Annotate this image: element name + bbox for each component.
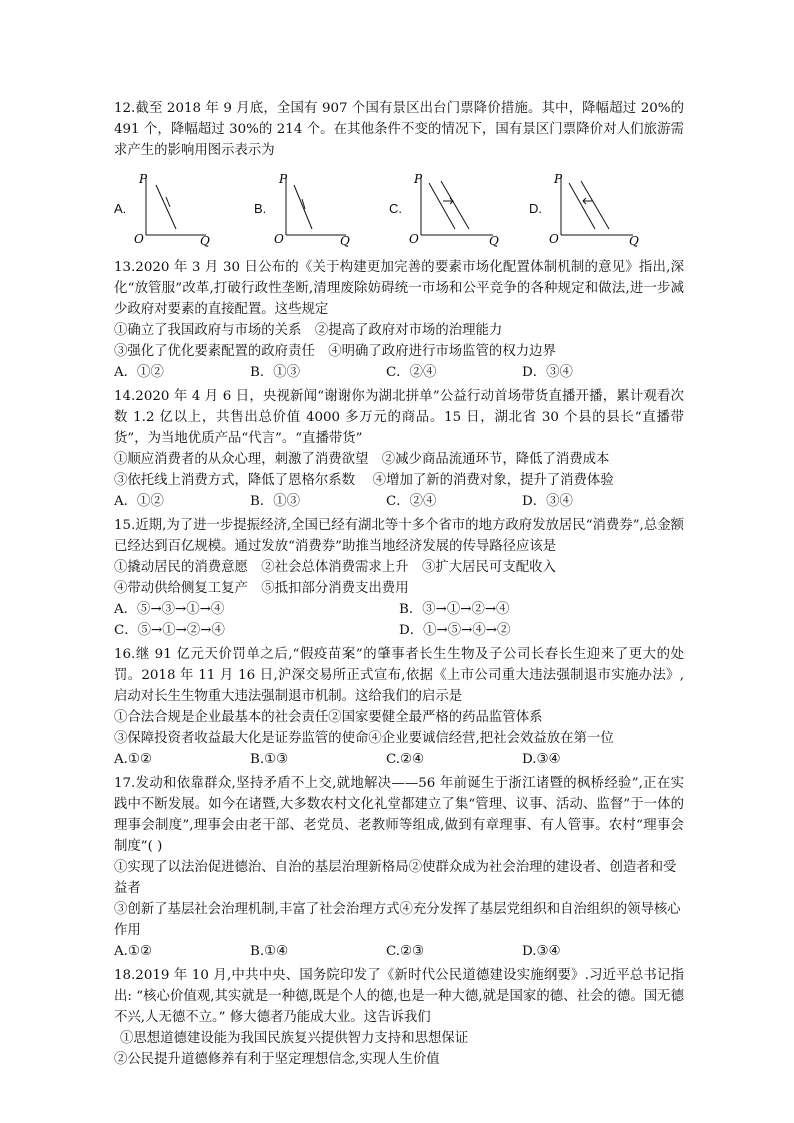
choice-a[interactable]: A.①②	[114, 944, 152, 959]
choice-c[interactable]: C.②③	[386, 944, 425, 959]
question-16	[114, 644, 684, 770]
question-17-choices	[114, 941, 684, 962]
question-12-stem: 12.截至 2018 年 9 月底，全国有 907 个国有景区出台门票降价措施。其中，降幅超过 20%的 491 个，降幅超过 30%的 214 个。在其他条件不变的情况下，国有景区门票降价对人们旅游需求产生的影响用图示表示为	[114, 101, 684, 158]
graph-c-plot	[389, 171, 509, 249]
question-13	[114, 257, 684, 383]
graph-d-demand-curve-1	[569, 183, 595, 229]
choice-b[interactable]: B．③→①→②→④	[399, 602, 510, 617]
graph-a-demand-curve	[156, 185, 176, 229]
choice-a[interactable]: A．①②	[114, 365, 164, 380]
choice-c[interactable]: C．⑤→①→②→④	[114, 623, 225, 638]
graph-c-p-label: P	[414, 172, 423, 186]
question-13-options-2: ③强化了优化要素配置的政府责任 ④明确了政府进行市场监管的权力边界	[114, 344, 556, 359]
choice-a[interactable]: A.①②	[114, 752, 152, 767]
choice-b[interactable]: B．①③	[250, 365, 301, 380]
graph-a-plot	[114, 171, 234, 249]
question-12	[114, 98, 684, 249]
exam-page	[114, 98, 684, 1073]
choice-a[interactable]: A．①②	[114, 494, 164, 509]
choice-b[interactable]: B.①④	[250, 944, 289, 959]
question-14-choices	[114, 491, 684, 512]
choice-c[interactable]: C．②④	[386, 365, 437, 380]
question-17-stem: 17.发动和依靠群众,坚持矛盾不上交,就地解决——56 年前诞生于浙江诸暨的枫桥经验”,正在实践中不断发展。如今在诸暨,大多数农村文化礼堂都建立了集“管理、议事、活动、监督”于一体的理事会制度”,理事会由老干部、老党员、老教师等组成,做到有章理事、有人管事。农村“理事会制度”( )	[114, 776, 684, 854]
graph-b	[254, 171, 374, 249]
question-13-stem: 13.2020 年 3 月 30 日公布的《关于构建更加完善的要素市场化配置体制机制的意见》指出,深化“放管服”改革,打破行政性垄断,清理废除妨碍统一市场和公平竞争的各种规定和做法,进一步减少政府对要素的直接配置。这些规定	[114, 260, 684, 317]
question-14-stem: 14.2020 年 4 月 6 日，央视新闻“谢谢你为湖北拼单”公益行动首场带货直播开播，累计观看次数 1.2 亿以上，共售出总价值 4000 多万元的商品。15 日，湖北省 30 个县的县长“直播带货”，为当地优质产品“代言”。“直播带货”	[114, 389, 684, 446]
choice-d[interactable]: D.③④	[522, 944, 561, 959]
choice-b[interactable]: B．①③	[250, 494, 301, 509]
graph-d	[529, 171, 649, 249]
choice-d[interactable]: D．①→⑤→④→②	[399, 623, 511, 638]
graph-b-demand-curve	[294, 185, 312, 229]
choice-d[interactable]: D．③④	[522, 494, 573, 509]
graph-d-demand-curve-2	[581, 181, 609, 229]
question-12-graphs	[114, 171, 684, 249]
graph-c-label: C.	[389, 201, 402, 216]
question-17-options-2: ③创新了基层社会治理机制,丰富了社会治理方式④充分发挥了基层党组织和自治组织的领导核心作用	[114, 902, 681, 938]
graph-c-demand-curve-1	[429, 183, 455, 229]
graph-b-label: B.	[254, 201, 267, 216]
choice-a[interactable]: A．⑤→③→①→④	[114, 602, 225, 617]
question-14-options-2: ③依托线上消费方式，降低了恩格尔系数 ④增加了新的消费对象，提升了消费体验	[114, 473, 614, 488]
graph-a	[114, 171, 234, 249]
graph-d-q-label: Q	[629, 234, 639, 248]
question-17	[114, 773, 684, 962]
graph-c-q-label: Q	[489, 234, 499, 248]
question-15-choices-row-1	[114, 599, 684, 620]
question-14	[114, 386, 684, 512]
graph-d-label: D.	[529, 201, 542, 216]
choice-d[interactable]: D.③④	[522, 752, 561, 767]
question-18-options-2: ②公民提升道德修养有利于坚定理想信念,实现人生价值	[114, 1052, 440, 1067]
question-14-options-1: ①顺应消费者的从众心理，刺激了消费欲望 ②减少商品流通环节，降低了消费成本	[114, 452, 610, 467]
graph-a-arrow	[166, 197, 170, 207]
graph-a-q-label: Q	[200, 234, 210, 248]
graph-c-demand-curve-2	[441, 181, 469, 229]
graph-a-o-label: O	[134, 232, 144, 246]
question-17-options-1: ①实现了以法治促进德治、自治的基层治理新格局②使群众成为社会治理的建设者、创造者和受益者	[114, 860, 677, 896]
question-15-stem: 15.近期,为了进一步提振经济,全国已经有湖北等十多个省市的地方政府发放居民“消费券”,总金额已经达到百亿规模。通过发放“消费券”助推当地经济发展的传导路径应该是	[114, 518, 684, 554]
graph-b-p-label: P	[279, 172, 288, 186]
graph-d-o-label: O	[549, 232, 559, 246]
question-15-choices-row-2	[114, 620, 684, 641]
question-15	[114, 515, 684, 641]
question-13-options-1: ①确立了我国政府与市场的关系 ②提高了政府对市场的治理能力	[114, 323, 503, 338]
question-15-options-1: ①撬动居民的消费意愿 ②社会总体消费需求上升 ③扩大居民可支配收入	[114, 560, 556, 575]
graph-a-label: A.	[114, 201, 127, 216]
graph-a-p-label: P	[139, 172, 148, 186]
graph-b-q-label: Q	[340, 234, 350, 248]
graph-c-o-label: O	[409, 232, 419, 246]
question-15-options-2: ④带动供给侧复工复产 ⑤抵扣部分消费支出费用	[114, 581, 409, 596]
graph-b-plot	[254, 171, 374, 249]
choice-b[interactable]: B.①③	[250, 752, 289, 767]
question-16-options-2: ③保障投资者收益最大化是证券监管的使命④企业要诚信经营,把社会效益放在第一位	[114, 731, 614, 746]
question-16-stem: 16.继 91 亿元天价罚单之后,“假疫苗案”的肇事者长生生物及子公司长春长生迎来了更大的处罚。2018 年 11 月 16 日,沪深交易所正式宣布,依据《上市公司重大违法强制退市实施办法》,启动对长生生物重大违法强制退市机制。这给我们的启示是	[114, 647, 684, 704]
question-16-options-1: ①合法合规是企业最基本的社会责任②国家要健全最严格的药品监管体系	[114, 710, 543, 725]
choice-c[interactable]: C．②④	[386, 494, 437, 509]
choice-d[interactable]: D．③④	[522, 365, 573, 380]
graph-b-o-label: O	[274, 232, 284, 246]
question-13-choices	[114, 362, 684, 383]
question-18	[114, 965, 684, 1070]
question-18-options-1: ①思想道德建设能为我国民族复兴提供智力支持和思想保证	[120, 1031, 469, 1046]
graph-d-plot	[529, 171, 649, 249]
choice-c[interactable]: C.②④	[386, 752, 425, 767]
graph-d-p-label: P	[554, 172, 563, 186]
graph-c	[389, 171, 509, 249]
question-16-choices	[114, 749, 684, 770]
question-18-stem: 18.2019 年 10 月,中共中央、国务院印发了《新时代公民道德建设实施纲要》.习近平总书记指出: “核心价值观,其实就是一种德,既是个人的德,也是一种大德,就是国家的德、社会的德。国无德不兴,人无德不立。” 修大德者乃能成大业。这告诉我们	[114, 968, 684, 1025]
